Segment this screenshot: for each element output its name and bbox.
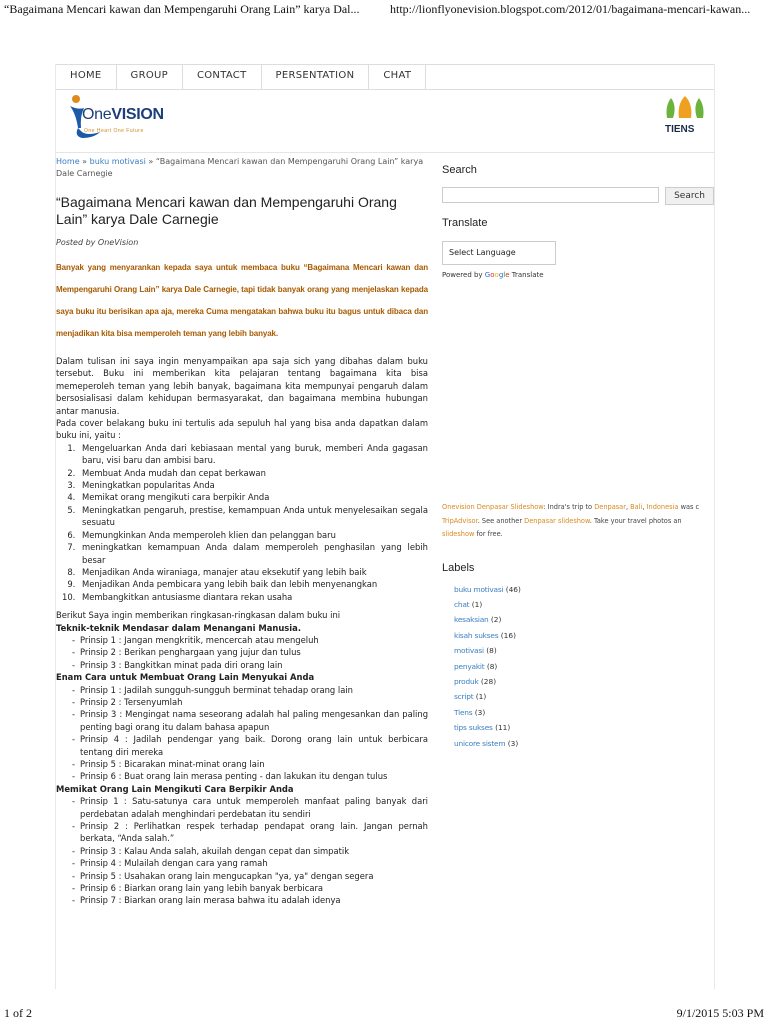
breadcrumb-separator: » — [145, 157, 156, 166]
breadcrumb — [56, 156, 431, 180]
print-page-number: 1 of 2 — [4, 1006, 32, 1020]
print-page-url: http://lionflyonevision.blogspot.com/2012/01/bagaimana-mencari-kawan... — [390, 2, 751, 16]
label-item: Tiens (3) — [454, 707, 486, 717]
list-item: 1. Mengeluarkan Anda dari kebiasaan mental yang buruk, memberi Anda gagasan baru, visi baru dan ambisi baru. — [78, 442, 428, 467]
search-widget-title: Search — [442, 164, 477, 176]
another-slideshow-link[interactable]: Denpasar slideshow — [524, 516, 590, 525]
google-logo-icon: Google — [484, 271, 510, 279]
tiens-wordmark: TIENS — [665, 124, 695, 135]
print-header — [0, 0, 768, 18]
principle-item: - Prinsip 4 : Mulailah dengan cara yang ramah — [72, 858, 268, 869]
search-button[interactable]: Search — [665, 187, 714, 205]
post-paragraph: Dalam tulisan ini saya ingin menyampaikan apa saja sich yang dibahas dalam buku tersebut. Buku ini memberikan kita pelajaran tentang bagaimana kita bisa memeperoleh teman yang lebih banyak, bagaimana kita mempunyai pengaruh dalam bersosialisasi dalam kehidupan bermasyarakat, dan bagaimana membina hubungan antar manusia. — [56, 356, 428, 416]
label-link[interactable]: produk — [454, 676, 479, 686]
label-item: kesaksian (2) — [454, 615, 502, 625]
tiens-logo[interactable] — [661, 94, 709, 138]
nav-item-chat[interactable]: CHAT — [369, 65, 426, 89]
post-paragraph: Pada cover belakang buku ini tertulis ada sepuluh hal yang bisa anda dapatkan dalam buku ini, yaitu : — [56, 418, 428, 441]
list-item: 8. Menjadikan Anda wiraniaga, manajer atau eksekutif yang lebih baik — [78, 566, 428, 578]
print-footer — [0, 1006, 768, 1024]
nav-item-persentation[interactable]: PERSENTATION — [262, 65, 370, 89]
print-page-title: “Bagaimana Mencari kawan dan Mempengaruhi Orang Lain” karya Dal... — [4, 2, 360, 16]
print-datetime: 9/1/2015 5:03 PM — [676, 1006, 764, 1020]
principle-item: - Prinsip 2 : Perlihatkan respek terhadap pendapat orang lain. Jangan pernah berkata, “Anda salah.” — [72, 821, 428, 844]
tiens-leaves-icon — [663, 94, 707, 122]
breadcrumb-home[interactable]: Home — [56, 157, 80, 166]
label-link[interactable]: kesaksian — [454, 615, 489, 625]
principle-item: - Prinsip 3 : Kalau Anda salah, akuilah dengan cepat dan simpatik — [72, 845, 350, 856]
bali-link[interactable]: Bali — [630, 503, 643, 511]
nav-item-contact[interactable]: CONTACT — [183, 65, 262, 89]
post-body — [56, 355, 428, 907]
label-item: tips sukses (11) — [454, 723, 511, 733]
post-intro: Banyak yang menyarankan kepada saya untuk membaca buku “Bagaimana Mencari kawan dan Mempengaruhi Orang Lain” karya Dale Carnegie, tapi tidak banyak orang yang menjelaskan kepada saya buku itu berisikan apa aja, mereka Cuma mengatakan bahwa buku itu bagus untuk dibaca dan menjadikan kita bisa memperoleh teman yang lebih banyak. — [56, 263, 428, 338]
post-author: Posted by OneVision — [56, 238, 139, 247]
section-heading: Enam Cara untuk Membuat Orang Lain Menyukai Anda — [56, 672, 315, 683]
list-item: 3. Meningkatkan popularitas Anda — [78, 479, 428, 491]
list-item: 6. Memungkinkan Anda memperoleh klien dan pelanggan baru — [78, 529, 428, 541]
list-item: 7. meningkatkan kemampuan Anda dalam memperoleh penghasilan yang lebih besar — [78, 541, 428, 566]
principle-item: - Prinsip 2 : Berikan penghargaan yang jujur dan tulus — [72, 647, 301, 658]
nav-item-group[interactable]: GROUP — [117, 65, 183, 89]
sidebar — [442, 164, 714, 751]
principle-list — [56, 634, 428, 671]
nav-item-home[interactable]: HOME — [56, 65, 117, 89]
translate-widget-title: Translate — [442, 217, 488, 229]
principle-item: - Prinsip 5 : Bicarakan minat-minat orang lain — [72, 759, 265, 769]
principle-item: - Prinsip 2 : Tersenyumlah — [72, 696, 183, 707]
principle-item: - Prinsip 6 : Buat orang lain merasa penting - dan lakukan itu dengan tulus — [72, 771, 388, 782]
label-link[interactable]: Tiens — [454, 707, 473, 717]
language-select[interactable]: Select Language — [442, 241, 556, 265]
powered-by-google: Powered by Google Translate — [442, 271, 544, 279]
tripadvisor-slideshow-caption: Onevision Denpasar Slideshow: Indra's trip to Denpasar, Bali, Indonesia was c TripAdvisor. See another Denpasar slideshow. Take your travel photos an slideshow for free. — [442, 503, 700, 538]
post-title: “Bagaimana Mencari kawan dan Mempengaruhi Orang Lain” karya Dale Carnegie — [56, 194, 397, 227]
label-item: buku motivasi (46) — [454, 584, 521, 594]
blog-page — [55, 64, 715, 989]
label-item: script (1) — [454, 692, 487, 702]
benefits-list — [56, 442, 428, 603]
site-header — [56, 90, 714, 153]
section-heading: Memikat Orang Lain Mengikuti Cara Berpikir Anda — [56, 783, 294, 794]
principle-item: - Prinsip 1 : Satu-satunya cara untuk memperoleh manfaat paling banyak dari perdebatan adalah menghindari perdebatan itu sendiri — [72, 796, 428, 819]
logo-tagline: One Heart One Future — [84, 128, 144, 134]
principle-item: - Prinsip 5 : Usahakan orang lain mengucapkan "ya, ya" dengan segera — [72, 870, 374, 881]
top-nav — [56, 64, 714, 90]
logo-wordmark: OneVISION — [82, 106, 164, 123]
label-link[interactable]: tips sukses — [454, 723, 493, 733]
list-item: 10. Membangkitkan antusiasme diantara rekan usaha — [78, 591, 428, 603]
breadcrumb-current: “Bagaimana Mencari kawan dan Mempengaruhi Orang Lain” karya Dale Carnegie — [56, 157, 424, 178]
onevision-logo[interactable] — [64, 92, 194, 140]
principle-item: - Prinsip 7 : Biarkan orang lain merasa bahwa itu adalah idenya — [72, 895, 341, 906]
label-link[interactable]: penyakit — [454, 661, 485, 671]
denpasar-link[interactable]: Denpasar — [594, 503, 626, 511]
label-link[interactable]: kisah sukses — [454, 630, 499, 640]
tripadvisor-link[interactable]: TripAdvisor — [442, 516, 478, 525]
principle-list — [56, 795, 428, 907]
search-form — [442, 187, 714, 205]
principle-item: - Prinsip 4 : Jadilah pendengar yang baik. Dorong orang lain untuk berbicara tentang diri mereka — [72, 734, 428, 757]
indonesia-link[interactable]: Indonesia — [646, 503, 679, 511]
post-paragraph: Berikut Saya ingin memberikan ringkasan-ringkasan dalam buku ini — [56, 610, 341, 621]
create-slideshow-link[interactable]: slideshow — [442, 530, 475, 538]
label-item: kisah sukses (16) — [454, 630, 516, 640]
label-link[interactable]: chat — [454, 599, 470, 609]
label-link[interactable]: unicore sistem — [454, 738, 506, 748]
label-link[interactable]: motivasi — [454, 646, 484, 656]
principle-item: - Prinsip 3 : Bangkitkan minat pada diri orang lain — [72, 659, 283, 670]
slideshow-link[interactable]: Onevision Denpasar Slideshow — [442, 503, 544, 511]
label-item: motivasi (8) — [454, 646, 497, 656]
list-item: 9. Menjadikan Anda pembicara yang lebih baik dan lebih menyenangkan — [78, 578, 428, 590]
labels-widget-title: Labels — [442, 561, 475, 574]
principle-item: - Prinsip 1 : Jadilah sungguh-sungguh berminat tehadap orang lain — [72, 684, 353, 695]
principle-item: - Prinsip 1 : Jangan mengkritik, mencercah atau mengeluh — [72, 634, 319, 645]
principle-list — [56, 684, 428, 783]
label-item: penyakit (8) — [454, 661, 498, 671]
label-link[interactable]: buku motivasi — [454, 584, 504, 594]
search-input[interactable] — [442, 187, 659, 203]
label-item: produk (28) — [454, 676, 497, 686]
list-item: 2. Membuat Anda mudah dan cepat berkawan — [78, 467, 428, 479]
list-item: 5. Meningkatkan pengaruh, prestise, kemampuan Anda untuk menyelesaikan segala sesuatu — [78, 504, 428, 529]
post-column — [56, 154, 431, 907]
list-item: 4. Memikat orang mengikuti cara berpikir Anda — [78, 491, 428, 503]
principle-item: - Prinsip 3 : Mengingat nama seseorang adalah hal paling mengesankan dan paling penting bagi orang itu dalam bahasa apapun — [72, 709, 429, 732]
principle-item: - Prinsip 6 : Biarkan orang lain yang lebih banyak berbicara — [72, 883, 324, 894]
breadcrumb-separator: » — [79, 157, 90, 166]
section-heading: Teknik-teknik Mendasar dalam Menangani Manusia. — [56, 622, 301, 633]
label-item: chat (1) — [454, 599, 483, 609]
label-item: unicore sistem (3) — [454, 738, 519, 748]
breadcrumb-category[interactable]: buku motivasi — [89, 157, 146, 166]
labels-list — [442, 582, 714, 751]
label-link[interactable]: script — [454, 692, 474, 702]
